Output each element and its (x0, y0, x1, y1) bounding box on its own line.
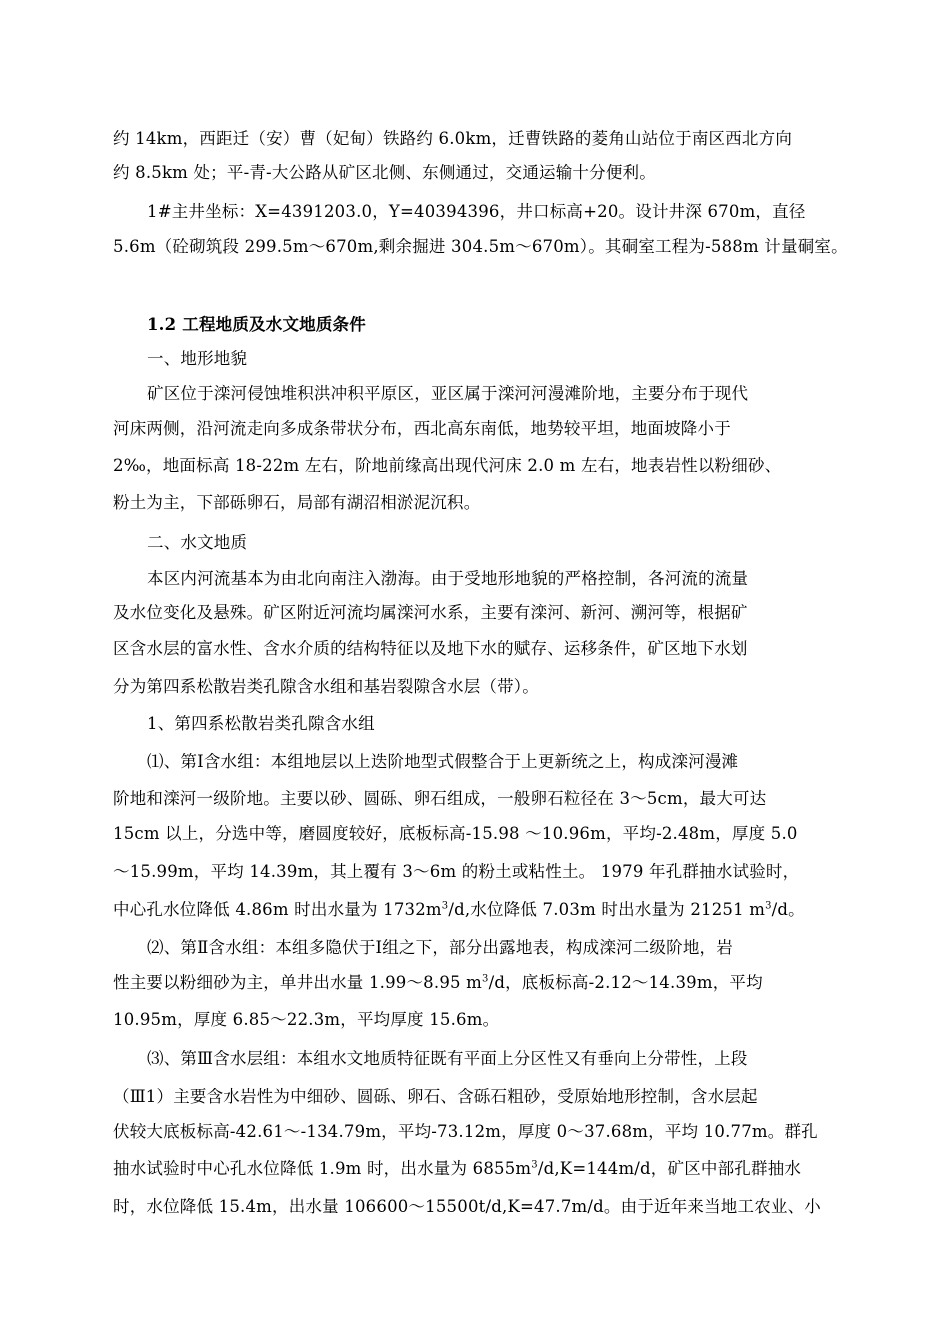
paragraph-line: 中心孔水位降低 4.86m 时出水量为 $1732m^3/d$,水位降低 7.03m 时出水量为 21251 $m^3/d$。 (113, 900, 805, 919)
paragraph-line: 约 8.5km 处；平-青-大公路从矿区北侧、东侧通过，交通运输十分便利。 (113, 163, 656, 182)
paragraph-line: 2‰，地面标高 18-22m 左右，阶地前缘高出现代河床 2.0 m 左右，地表岩性以粉细砂、 (113, 456, 782, 475)
subsection-heading: 二、水文地质 (147, 533, 248, 552)
paragraph-line: ⑵、第Ⅱ含水组：本组多隐伏于Ⅰ组之下，部分出露地表，构成滦河二级阶地，岩 (147, 938, 733, 957)
paragraph-line: 5.6m（砼砌筑段 299.5m～670m,剩余掘进 304.5m～670m）。其硐室工程为-588m 计量硐室。 (113, 237, 848, 256)
paragraph-line: 粉土为主，下部砾卵石，局部有湖沼相淤泥沉积。 (113, 493, 481, 512)
paragraph-line: 矿区位于滦河侵蚀堆积洪冲积平原区，亚区属于滦河河漫滩阶地，主要分布于现代 (147, 384, 749, 403)
paragraph-line: 抽水试验时中心孔水位降低 1.9m 时，出水量为 $6855m^3/d,K=144m/d$，矿区中部孔群抽水 (113, 1159, 802, 1178)
section-heading: 1.2 工程地质及水文地质条件 (147, 315, 366, 334)
paragraph-line: ⑴、第Ⅰ含水组：本组地层以上迭阶地型式假整合于上更新统之上，构成滦河漫滩 (147, 752, 739, 771)
paragraph-line: 分为第四系松散岩类孔隙含水组和基岩裂隙含水层（带）。 (113, 677, 539, 696)
paragraph-line: 性主要以粉细砂为主，单井出水量 1.99～8.95 $m^3/d$，底板标高-2.12～14.39m，平均 (113, 973, 763, 992)
paragraph-line: 河床两侧，沿河流走向多成条带状分布，西北高东南低，地势较平坦，地面坡降小于 (113, 419, 731, 438)
paragraph-line: 约 14km，西距迁（安）曹（妃甸）铁路约 6.0km，迁曹铁路的菱角山站位于南区西北方向 (113, 129, 793, 148)
paragraph-line: 1#主井坐标：X=4391203.0，Y=40394396，井口标高+20。设计井深 670m，直径 (147, 202, 806, 221)
subsection-heading: 1、第四系松散岩类孔隙含水组 (147, 714, 375, 733)
paragraph-line: 阶地和滦河一级阶地。主要以砂、圆砾、卵石组成，一般卵石粒径在 3～5cm，最大可达 (113, 789, 767, 808)
paragraph-line: （Ⅲ1）主要含水岩性为中细砂、圆砾、卵石、含砾石粗砂，受原始地形控制，含水层起 (113, 1087, 758, 1106)
paragraph-line: 时，水位降低 15.4m，出水量 106600～15500t/d,K=47.7m/d。由于近年来当地工农业、小 (113, 1197, 822, 1216)
paragraph-line: ⑶、第Ⅲ含水层组：本组水文地质特征既有平面上分区性又有垂向上分带性，上段 (147, 1049, 748, 1068)
paragraph-line: 10.95m，厚度 6.85～22.3m，平均厚度 15.6m。 (113, 1010, 500, 1029)
paragraph-line: 伏较大底板标高-42.61～-134.79m，平均-73.12m，厚度 0～37.68m，平均 10.77m。群孔 (113, 1122, 818, 1141)
paragraph-line: 区含水层的富水性、含水介质的结构特征以及地下水的赋存、运移条件，矿区地下水划 (113, 639, 748, 658)
paragraph-line: ～15.99m，平均 14.39m，其上覆有 3～6m 的粉土或粘性土。 1979 年孔群抽水试验时， (113, 862, 800, 881)
subsection-heading: 一、地形地貌 (147, 349, 248, 368)
paragraph-line: 本区内河流基本为由北向南注入渤海。由于受地形地貌的严格控制，各河流的流量 (147, 569, 749, 588)
paragraph-line: 15cm 以上，分选中等，磨圆度较好，底板标高-15.98 ～10.96m，平均-2.48m，厚度 5.0 (113, 824, 798, 843)
paragraph-line: 及水位变化及悬殊。矿区附近河流均属滦河水系，主要有滦河、新河、溯河等，根据矿 (113, 603, 748, 622)
